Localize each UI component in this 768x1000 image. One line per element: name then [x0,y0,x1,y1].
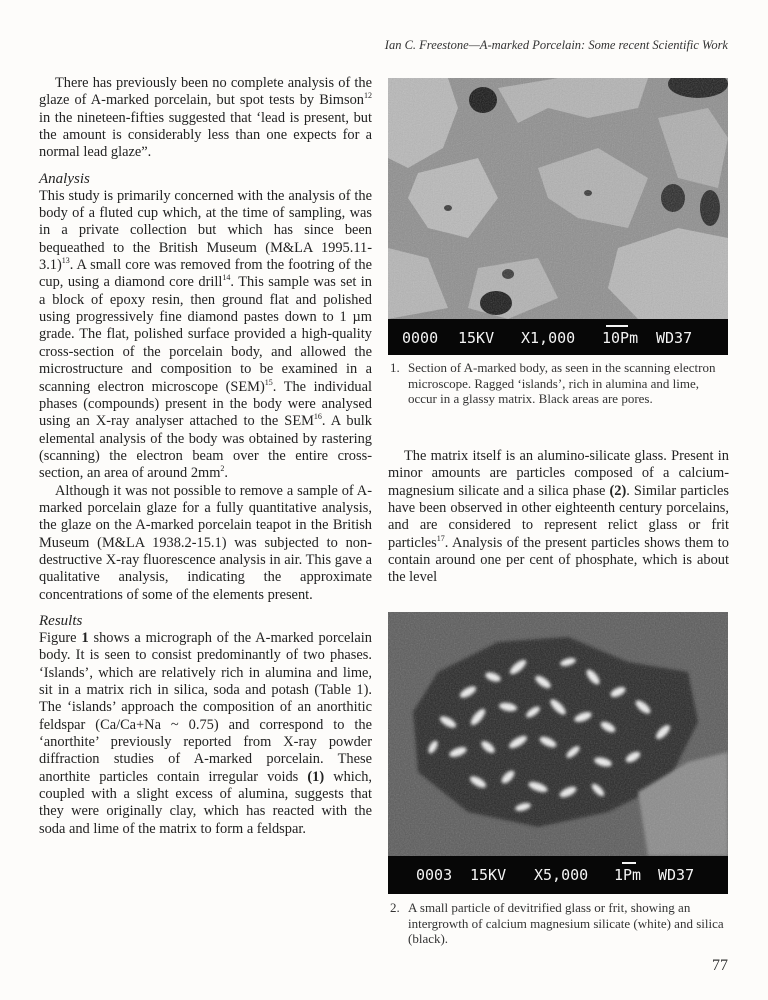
right-paragraph-1: The matrix itself is an alumino-silicate glass. Present in minor amounts are particles composed of a calcium-magnesium silicate and a silica phase (2). Similar particles have been observed in other eighteenth century porcelains, and are considered to represent relict glass or frit particles$^{17}$. Analysis of the present particles shows them to contain around one per cent of phosphate, which is about the level [388,448,729,586]
figure-2-micrograph [388,612,728,894]
footnote-ref: 17 [436,533,445,543]
sem-image-1 [388,78,728,319]
figure-ref: 1 [81,629,89,646]
footnote-ref: 15 [264,377,273,387]
scale-length: 1Pm [614,866,642,884]
analysis-paragraph-2: Although it was not possible to remove a sample of A-marked porcelain glaze for a fully quantitative analysis, the glaze on the A-marked porcelain teapot in the British Museum (M&LA 1938.2-15.1) was subjected to non-destructive X-ray fluorescence analysis in air. This gave a qualitative analysis, indicating the approximate concentrations of some of the elements present. [39,482,372,603]
sem-image-2 [388,612,728,856]
footnote-ref: 14 [222,273,231,283]
figure-ref: (2) [609,482,627,499]
figure-1-caption [390,360,730,407]
scale-bar [388,319,728,355]
intro-paragraph: There has previously been no complete analysis of the glaze of A-marked porcelain, but spot tests by Bimson$^{12}$ in the nineteen-fifties suggested that ‘lead is present, but the amount is considerably less than one expects for a normal lead glaze”. [39,75,372,161]
results-paragraph-1: Figure 1 shows a micrograph of the A-marked porcelain body. It is seen to consist predominantly of two phases. ‘Islands’, which are relatively rich in alumina and lime, sit in a matrix rich in silica, soda and potash (Table 1). The ‘islands’ approach the composition of an anorthitic feldspar (Ca/Ca+Na ~ 0.75) and correspond to the ‘anorthite’ previously reported from X-ray powder diffraction studies of A-marked porcelain. These anorthite particles contain irregular voids (1) which, coupled with a slight excess of alumina, suggests that they were originally clay, which has reacted with the soda and lime of the matrix to form a feldspar. [39,629,372,837]
analysis-heading: Analysis [39,170,90,187]
scale-bar [388,856,728,894]
analysis-paragraph-1: This study is primarily concerned with the analysis of the body of a fluted cup which, at the time of sampling, was in a private collection but which has since been bequeathed to the British Museum (M&LA 1995.11-3.1)$^{13}$. A small core was removed from the footring of the cup, using a diamond core drill$^{14}$. This sample was set in a block of epoxy resin, then ground flat and polished using progressively fine diamond pastes down to 1 µm grade. The flat, polished surface provided a high-quality cross-section of the porcelain body, and allowed the microstructure and composition to be examined in a scanning electron microscope (SEM)$^{15}$. The individual phases (compounds) present in the body were analysed using an X-ray analyser attached to the SEM$^{16}$. A bulk elemental analysis of the body was obtained by rastering (scanning) the electron beam over the entire cross-section, an area of around $2mm^2$. [39,187,373,482]
caption-number: 2. [390,900,400,915]
footnote-ref: 13 [61,256,70,266]
working-distance: WD37 [658,866,695,884]
scale-bar-line [622,862,636,864]
voltage: 15KV [458,329,495,347]
caption-text: Section of A-marked body, as seen in the scanning electron microscope. Ragged ‘islands’, rich in alumina and lime, occur in a glassy matrix. Black areas are pores. [408,360,716,406]
footnote-ref: 16 [313,412,322,422]
figure-2-caption [390,900,730,947]
scale-length: 10Pm [602,329,639,347]
caption-number: 1. [390,360,400,375]
results-heading: Results [39,612,83,629]
working-distance: WD37 [656,329,693,347]
superscript: 2 [220,464,225,474]
magnification: X1,000 [521,329,576,347]
magnification: X5,000 [534,866,589,884]
page-number: 77 [712,957,728,974]
footnote-ref: 12 [364,91,372,101]
caption-text: A small particle of devitrified glass or frit, showing an intergrowth of calcium magnesium silicate (white) and silica (black). [408,900,724,946]
scale-bar-line [606,325,628,327]
left-column [39,75,372,838]
figure-1-micrograph [388,78,728,355]
figure-ref: (1) [307,768,325,785]
right-column [388,448,729,587]
image-code: 0000 [402,329,439,347]
running-header: Ian C. Freestone—A-marked Porcelain: Some recent Scientific Work [384,38,728,52]
image-code: 0003 [416,866,453,884]
voltage: 15KV [470,866,507,884]
